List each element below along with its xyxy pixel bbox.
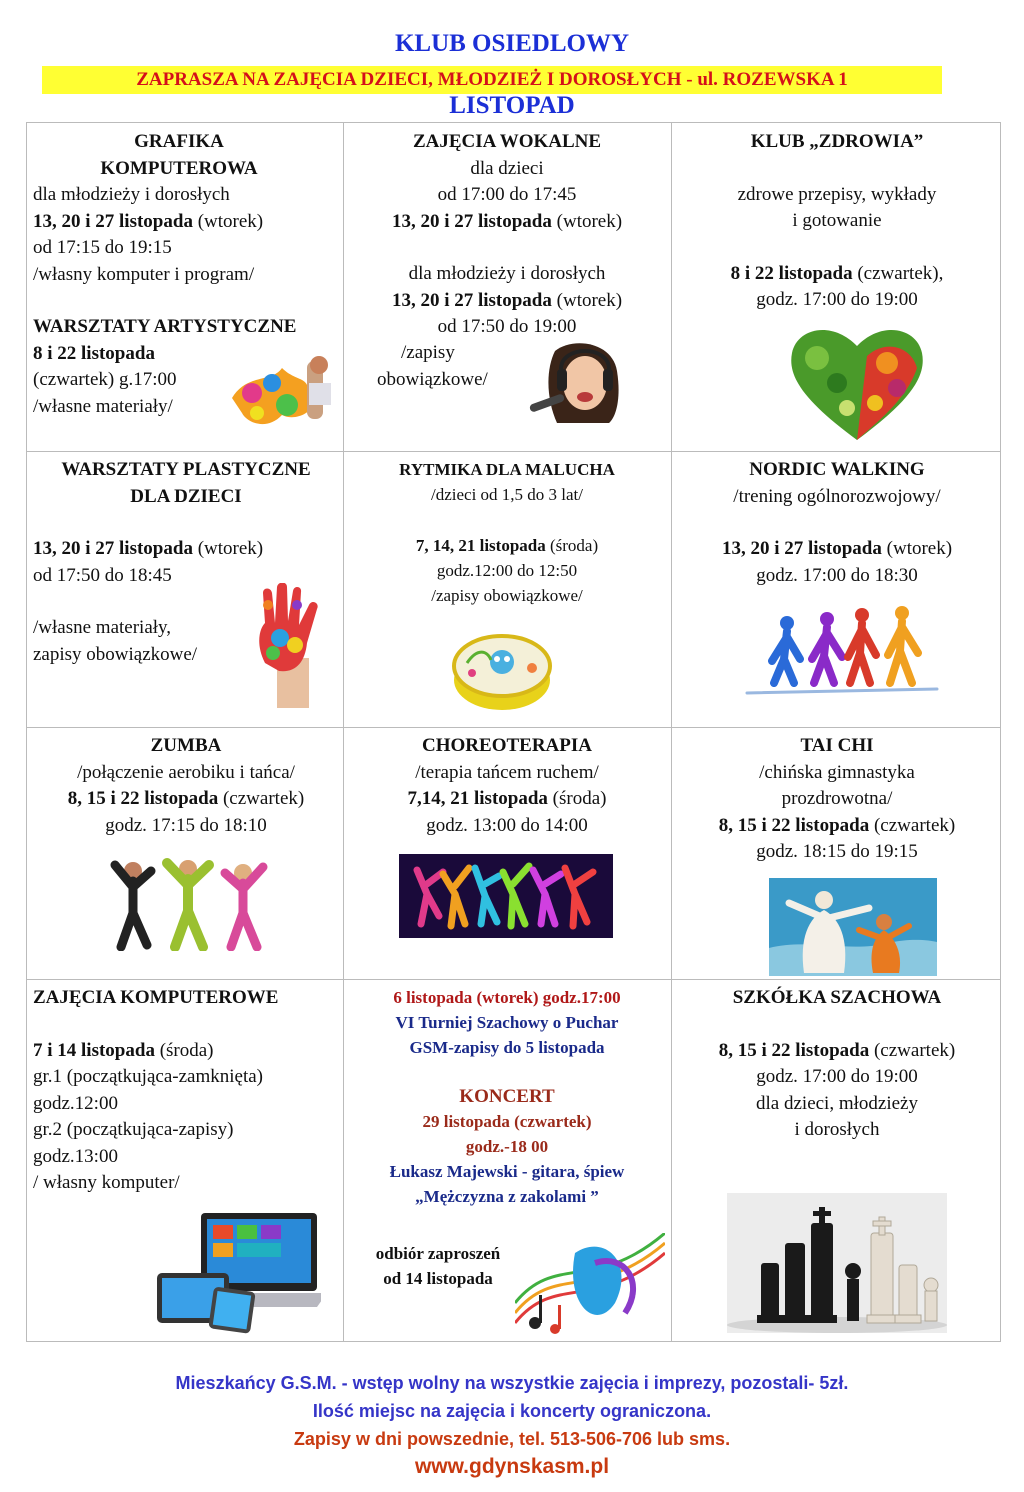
nordic-hours: godz. 17:00 do 18:30 [756, 564, 918, 586]
grafika-dates: 13, 20 i 27 listopada [33, 210, 193, 232]
nordic-day: (wtorek) [881, 538, 953, 559]
grid-divider [27, 979, 1000, 980]
schedule-grid [26, 122, 1001, 1342]
invitations-note [353, 1241, 523, 1291]
zumba-subtitle: /połączenie aerobiku i tańca/ [77, 761, 295, 783]
nordic-subtitle: /trening ogólnorozwojowy/ [733, 485, 941, 507]
singer-image [517, 341, 637, 425]
komputerowe-group-1-hour: godz.12:00 [33, 1092, 118, 1114]
cell-nordic-walking [677, 457, 997, 589]
workshop-note: /własne materiały/ [33, 395, 173, 417]
page-subtitle: ZAPRASZA NA ZAJĘCIA DZIECI, MŁODZIEŻ I DOROSŁYCH - ul. ROZEWSKA 1 [42, 66, 942, 94]
tournament-title: VI Turniej Szachowy o Puchar [395, 1013, 619, 1032]
chess-pieces-image [727, 1193, 947, 1333]
komputerowe-group-2-hour: godz.13:00 [33, 1145, 118, 1167]
zdrowia-dates: 8 i 22 listopada [730, 262, 853, 284]
plastyczne-note-2: zapisy obowiązkowe/ [33, 643, 198, 665]
plastyczne-note-1: /własne materiały, [33, 617, 172, 638]
komputerowe-day: (środa) [154, 1039, 214, 1061]
workshop-day: (czwartek) g.17:00 [33, 369, 177, 390]
cell-tai-chi [677, 733, 997, 866]
plastyczne-title: WARSZTATY PLASTYCZNE [61, 459, 311, 480]
zumba-hours: godz. 17:15 do 18:10 [105, 814, 267, 836]
zumba-dates: 8, 15 i 22 listopada [67, 788, 219, 809]
komputerowe-dates: 7 i 14 listopada [33, 1039, 155, 1061]
szachy-title: SZKÓŁKA SZACHOWA [732, 987, 942, 1008]
taichi-subtitle-1: /chińska gimnastyka [759, 761, 915, 783]
nordic-dates: 13, 20 i 27 listopada [721, 538, 882, 559]
concert-name: „Mężczyzna z zakolami ” [415, 1187, 599, 1206]
tournament-registration: GSM-zapisy do 5 listopada [409, 1038, 605, 1057]
invitations-line-1: odbiór zaproszeń [375, 1244, 501, 1263]
invitations-line-2: od 14 listopada [383, 1269, 493, 1288]
komputerowe-group-1: gr.1 (początkująca-zamknięta) [33, 1066, 263, 1087]
wokalne-note [377, 340, 537, 393]
choreo-day: (środa) [547, 788, 607, 809]
zdrowia-line-1: zdrowe przepisy, wykłady [737, 183, 937, 205]
szachy-day: (czwartek) [869, 1039, 956, 1061]
plastyczne-dates: 13, 20 i 27 listopada [33, 538, 193, 559]
komputerowe-title: ZAJĘCIA KOMPUTEROWE [33, 987, 279, 1008]
website-link[interactable]: www.gdynskasm.pl [414, 1455, 610, 1478]
nordic-walkers-image [742, 601, 942, 696]
rytmika-day: (środa) [545, 536, 599, 555]
szachy-line-1: dla dzieci, młodzieży [756, 1092, 918, 1114]
cell-zajecia-komputerowe [33, 985, 339, 1197]
grafika-day: (wtorek) [192, 210, 264, 232]
concert-date: 29 listopada (czwartek) [422, 1112, 592, 1131]
month-title: LISTOPAD [449, 92, 575, 119]
szachy-dates: 8, 15 i 22 listopada [718, 1039, 870, 1061]
cell-zumba [33, 733, 339, 839]
zdrowia-title: KLUB „ZDROWIA” [750, 131, 924, 152]
choreo-title: CHOREOTERAPIA [422, 735, 592, 756]
computers-image [151, 1211, 321, 1335]
wokalne-note-1: /zapisy [401, 342, 455, 363]
plastyczne-title-2: DLA DZIECI [130, 485, 242, 507]
workshop-dates: 8 i 22 listopada [33, 342, 155, 364]
rytmika-subtitle: /dzieci od 1,5 do 3 lat/ [430, 485, 584, 504]
cell-szkolka-szachowa [677, 985, 997, 1144]
zumba-dancers-image [103, 851, 273, 951]
footer-line-1: Mieszkańcy G.S.M. - wstęp wolny na wszystkie zajęcia i imprezy, pozostali- 5zł. [175, 1373, 849, 1393]
taichi-hours: godz. 18:15 do 19:15 [756, 841, 918, 862]
choreo-dates: 7,14, 21 listopada [407, 788, 548, 809]
grafika-audience: dla młodzieży i dorosłych [33, 184, 230, 205]
rytmika-title: RYTMIKA DLA MALUCHA [399, 460, 615, 479]
vegetable-heart-image [787, 318, 927, 443]
rytmika-hours: godz.12:00 do 12:50 [436, 561, 578, 580]
taichi-dates: 8, 15 i 22 listopada [718, 814, 870, 836]
cell-choreoterapia [349, 733, 665, 839]
nordic-title: NORDIC WALKING [749, 459, 925, 480]
taichi-title: TAI CHI [800, 735, 874, 756]
tai-chi-image [769, 878, 937, 976]
cell-rytmika [349, 457, 665, 608]
cell-zajecia-wokalne [349, 129, 665, 341]
szachy-hours: godz. 17:00 do 19:00 [756, 1066, 918, 1087]
music-notes-image [515, 1233, 665, 1339]
rytmika-note: /zapisy obowiązkowe/ [431, 586, 583, 605]
grid-divider [671, 123, 672, 1341]
komputerowe-note: / własny komputer/ [33, 1172, 180, 1193]
grid-divider [27, 727, 1000, 728]
rytmika-dates: 7, 14, 21 listopada [415, 536, 546, 555]
choreo-hours: godz. 13:00 do 14:00 [426, 814, 588, 836]
taichi-day: (czwartek) [869, 814, 956, 836]
wokalne-note-2: obowiązkowe/ [377, 368, 488, 390]
wokalne-hours-1: od 17:00 do 17:45 [437, 184, 577, 205]
workshop-title: WARSZTATY ARTYSTYCZNE [33, 316, 297, 337]
plastyczne-day: (wtorek) [192, 538, 264, 559]
footer-line-2: Ilość miejsc na zajęcia i koncerty ograniczona. [312, 1401, 712, 1421]
zumba-title: ZUMBA [150, 735, 222, 756]
wokalne-day-1: (wtorek) [551, 210, 623, 232]
wokalne-hours-2: od 17:50 do 19:00 [437, 316, 577, 337]
grafika-hours: od 17:15 do 19:15 [33, 237, 172, 258]
wokalne-audience-2: dla młodzieży i dorosłych [408, 263, 606, 284]
wokalne-audience-1: dla dzieci [470, 157, 544, 179]
wokalne-title: ZAJĘCIA WOKALNE [412, 131, 602, 152]
wokalne-dates-1: 13, 20 i 27 listopada [391, 210, 552, 232]
zdrowia-line-2: i gotowanie [792, 210, 882, 231]
dancing-silhouettes-image [399, 854, 613, 938]
concert-title: KONCERT [459, 1086, 555, 1107]
plastyczne-hours: od 17:50 do 18:45 [33, 564, 172, 586]
grafika-title-2: KOMPUTEROWA [100, 157, 258, 179]
komputerowe-group-2: gr.2 (początkująca-zapisy) [33, 1119, 234, 1140]
zumba-day: (czwartek) [218, 788, 305, 809]
szachy-line-2: i dorosłych [794, 1119, 880, 1140]
painted-hand-image [235, 583, 335, 708]
grafika-title: GRAFIKA [134, 131, 224, 152]
grid-divider [27, 451, 1000, 452]
wokalne-day-2: (wtorek) [551, 289, 623, 311]
page-title: KLUB OSIEDLOWY [394, 30, 630, 57]
cell-events [349, 985, 665, 1209]
zdrowia-hours: godz. 17:00 do 19:00 [756, 289, 918, 310]
wokalne-dates-2: 13, 20 i 27 listopada [391, 289, 552, 311]
tambourine-image [447, 618, 557, 718]
tournament-date: 6 listopada (wtorek) godz.17:00 [393, 988, 621, 1007]
grafika-note: /własny komputer i program/ [33, 263, 255, 285]
footer-line-3: Zapisy w dni powszednie, tel. 513-506-706 lub sms. [293, 1429, 731, 1449]
choreo-subtitle: /terapia tańcem ruchem/ [415, 761, 599, 783]
cell-klub-zdrowia [677, 129, 997, 314]
concert-performer: Łukasz Majewski - gitara, śpiew [389, 1162, 625, 1181]
paint-splash-image [227, 353, 347, 435]
zdrowia-day: (czwartek), [852, 262, 944, 284]
concert-time: godz.-18 00 [465, 1137, 549, 1156]
grid-divider [343, 123, 344, 1341]
taichi-subtitle-2: prozdrowotna/ [781, 788, 893, 809]
